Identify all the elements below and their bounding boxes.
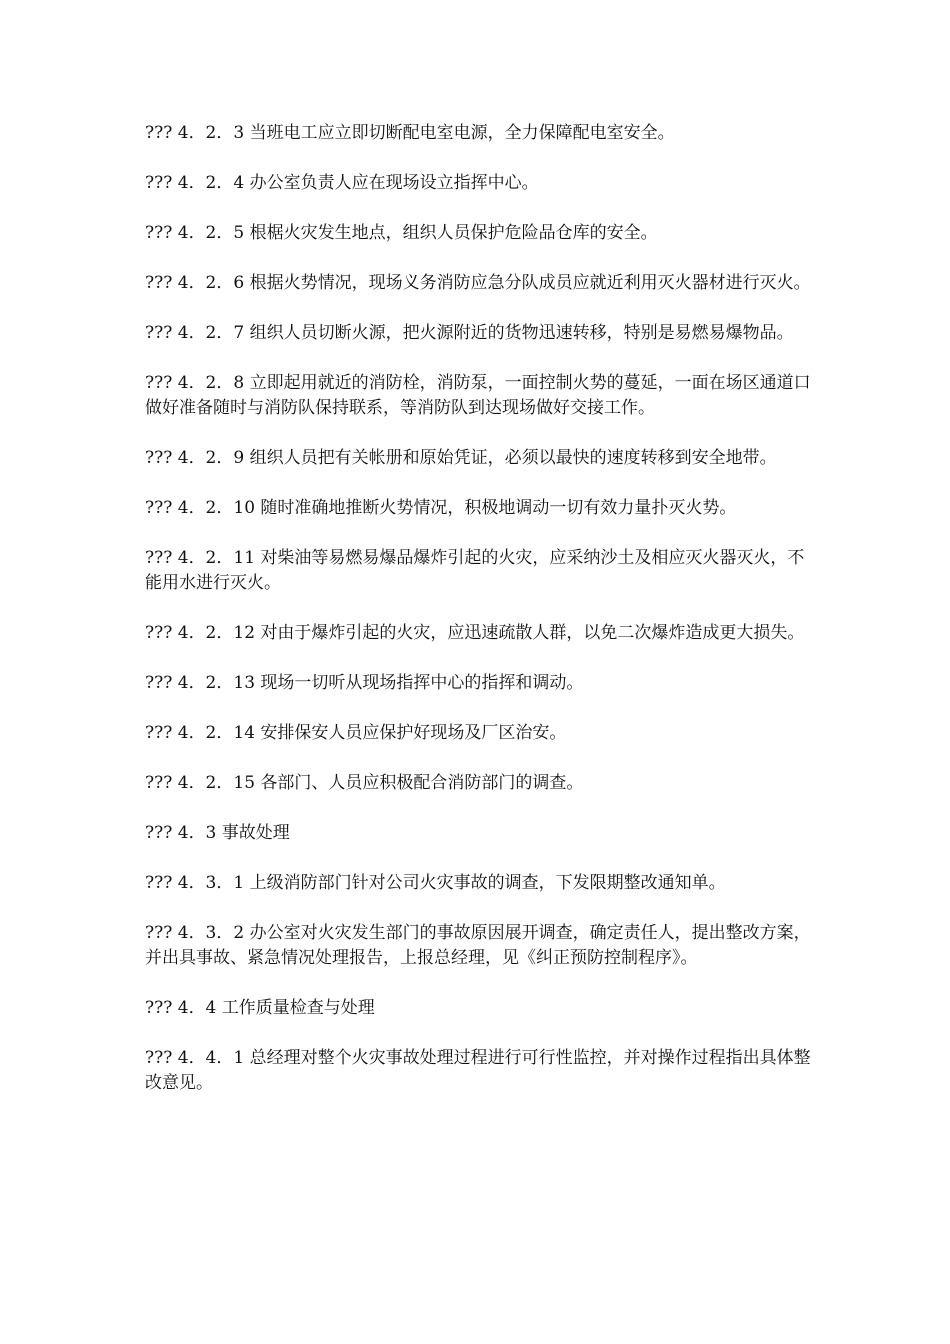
paragraph-4-2-9: ??? 4．2．9 组织人员把有关帐册和原始凭证，必须以最快的速度转移到安全地带。 xyxy=(145,448,777,468)
paragraph-4-3-1: ??? 4．3．1 上级消防部门针对公司火灾事故的调查，下发限期整改通知单。 xyxy=(145,873,726,893)
paragraph-4-2-7: ??? 4．2．7 组织人员切断火源，把火源附近的货物迅速转移，特别是易燃易爆物品。 xyxy=(145,323,794,343)
paragraph-4-2-12: ??? 4．2．12 对由于爆炸引起的火灾，应迅速疏散人群，以免二次爆炸造成更大损失。 xyxy=(145,623,805,643)
paragraph-4-3-2: ??? 4．3．2 办公室对火灾发生部门的事故原因展开调查，确定责任人，提出整改方案，并出具事故、紧急情况处理报告，上报总经理，见《纠正预防控制程序》。 xyxy=(145,923,811,968)
paragraph-4-2-5: ??? 4．2．5 根椐火灾发生地点，组织人员保护危险品仓库的安全。 xyxy=(145,223,658,243)
paragraph-4-2-15: ??? 4．2．15 各部门、人员应积极配合消防部门的调查。 xyxy=(145,773,584,793)
paragraph-4-2-14: ??? 4．2．14 安排保安人员应保护好现场及厂区治安。 xyxy=(145,723,567,743)
document-body xyxy=(145,121,815,1121)
paragraph-4-2-8: ??? 4．2．8 立即起用就近的消防栓，消防泵，一面控制火势的蔓延，一面在场区通道口做好准备随时与消防队保持联系，等消防队到达现场做好交接工作。 xyxy=(145,373,811,418)
paragraph-4-2-13: ??? 4．2．13 现场一切听从现场指挥中心的指挥和调动。 xyxy=(145,673,584,693)
section-heading-4-4: ??? 4．4 工作质量检查与处理 xyxy=(145,998,375,1018)
paragraph-4-4-1: ??? 4．4．1 总经理对整个火灾事故处理过程进行可行性监控，并对操作过程指出具体整改意见。 xyxy=(145,1048,811,1093)
paragraph-4-2-4: ??? 4．2．4 办公室负责人应在现场设立指挥中心。 xyxy=(145,173,539,193)
paragraph-4-2-6: ??? 4．2．6 根据火势情况，现场义务消防应急分队成员应就近利用灭火器材进行灭火。 xyxy=(145,273,811,293)
paragraph-4-2-3: ??? 4．2．3 当班电工应立即切断配电室电源，全力保障配电室安全。 xyxy=(145,123,675,143)
section-heading-4-3: ??? 4．3 事故处理 xyxy=(145,823,290,843)
paragraph-4-2-10: ??? 4．2．10 随时准确地推断火势情况，积极地调动一切有效力量扑灭火势。 xyxy=(145,498,737,518)
paragraph-4-2-11: ??? 4．2．11 对柴油等易燃易爆品爆炸引起的火灾，应采纳沙土及相应灭火器灭火，不能用水进行灭火。 xyxy=(145,548,805,593)
